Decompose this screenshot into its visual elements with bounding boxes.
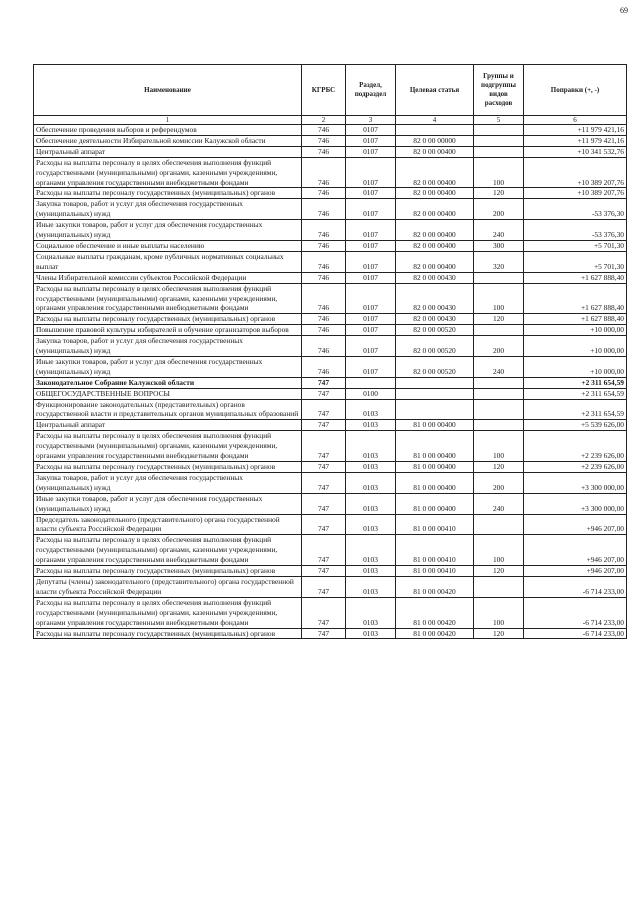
column-number: 1 [34, 116, 302, 125]
row-section: 0107 [346, 272, 396, 283]
table-row [34, 388, 627, 399]
row-name: Закупка товаров, работ и услуг для обеспечения государственных (муниципальных) нужд [34, 336, 302, 357]
row-amount: +2 239 626,00 [524, 462, 627, 473]
row-group [474, 125, 524, 136]
row-amount: +10 341 532,76 [524, 146, 627, 157]
row-kgrbs: 746 [302, 188, 346, 199]
column-number: 6 [524, 116, 627, 125]
row-group [474, 377, 524, 388]
row-section: 0100 [346, 388, 396, 399]
row-group: 300 [474, 240, 524, 251]
table-row [34, 283, 627, 314]
row-target [396, 399, 474, 420]
row-group: 200 [474, 336, 524, 357]
row-section: 0103 [346, 566, 396, 577]
row-section: 0107 [346, 251, 396, 272]
row-target [396, 377, 474, 388]
row-amount: +2 239 626,00 [524, 431, 627, 462]
row-section: 0103 [346, 472, 396, 493]
row-target: 81 0 00 00400 [396, 462, 474, 473]
row-kgrbs: 747 [302, 462, 346, 473]
table-header-row [34, 65, 627, 116]
row-section: 0107 [346, 356, 396, 377]
table-row [34, 576, 627, 597]
row-group [474, 135, 524, 146]
row-section: 0107 [346, 157, 396, 188]
header-kgrbs: КГРБС [302, 65, 346, 116]
row-group: 100 [474, 535, 524, 566]
row-kgrbs: 747 [302, 493, 346, 514]
row-amount: +5 701,30 [524, 251, 627, 272]
table-row [34, 240, 627, 251]
row-group: 240 [474, 220, 524, 241]
row-section: 0107 [346, 336, 396, 357]
row-kgrbs: 746 [302, 251, 346, 272]
row-name: Расходы на выплаты персоналу государственных (муниципальных) органов [34, 628, 302, 639]
table-row [34, 220, 627, 241]
row-section: 0107 [346, 125, 396, 136]
table-row [34, 420, 627, 431]
row-kgrbs: 747 [302, 576, 346, 597]
row-amount: +10 000,00 [524, 356, 627, 377]
row-name: Расходы на выплаты персоналу государственных (муниципальных) органов [34, 188, 302, 199]
row-kgrbs: 747 [302, 399, 346, 420]
row-amount: +11 979 421,16 [524, 135, 627, 146]
row-amount: +5 701,30 [524, 240, 627, 251]
row-target: 81 0 00 00410 [396, 566, 474, 577]
row-name: Расходы на выплаты персоналу в целях обеспечения выполнения функций государственными (муниципальными) органами, казенными учреждениями, органами управления государственными внебюджетными фондами [34, 157, 302, 188]
row-name: Члены Избирательной комиссии субъектов Российской Федерации [34, 272, 302, 283]
row-kgrbs: 746 [302, 272, 346, 283]
row-section: 0103 [346, 431, 396, 462]
table-row [34, 325, 627, 336]
row-kgrbs: 746 [302, 356, 346, 377]
row-group [474, 272, 524, 283]
row-target: 81 0 00 00410 [396, 514, 474, 535]
row-name: Законодательное Собрание Калужской области [34, 377, 302, 388]
row-group: 120 [474, 462, 524, 473]
row-name: Социальные выплаты гражданам, кроме публичных нормативных социальных выплат [34, 251, 302, 272]
row-group [474, 420, 524, 431]
row-section: 0103 [346, 597, 396, 628]
column-number: 4 [396, 116, 474, 125]
row-amount: -6 714 233,00 [524, 597, 627, 628]
row-name: Расходы на выплаты персоналу в целях обеспечения выполнения функций государственными (муниципальными) органами, казенными учреждениями, органами управления государственными внебюджетными фондами [34, 535, 302, 566]
row-kgrbs: 747 [302, 628, 346, 639]
row-name: Социальное обеспечение и иные выплаты населению [34, 240, 302, 251]
table-row [34, 399, 627, 420]
row-amount: +1 627 888,40 [524, 314, 627, 325]
row-amount: +5 539 626,00 [524, 420, 627, 431]
row-kgrbs: 746 [302, 220, 346, 241]
table-row [34, 566, 627, 577]
row-kgrbs: 747 [302, 420, 346, 431]
row-name: Иные закупки товаров, работ и услуг для обеспечения государственных (муниципальных) нужд [34, 356, 302, 377]
row-name: ОБЩЕГОСУДАРСТВЕННЫЕ ВОПРОСЫ [34, 388, 302, 399]
row-kgrbs: 746 [302, 325, 346, 336]
row-group: 240 [474, 493, 524, 514]
row-kgrbs: 746 [302, 240, 346, 251]
row-section: 0103 [346, 493, 396, 514]
row-amount: +2 311 654,59 [524, 388, 627, 399]
row-target: 82 0 00 00400 [396, 188, 474, 199]
row-name: Иные закупки товаров, работ и услуг для обеспечения государственных (муниципальных) нужд [34, 220, 302, 241]
table-row [34, 431, 627, 462]
table-row [34, 628, 627, 639]
row-amount: +2 311 654,59 [524, 399, 627, 420]
row-kgrbs: 747 [302, 431, 346, 462]
table-row [34, 377, 627, 388]
row-name: Центральный аппарат [34, 146, 302, 157]
column-number: 2 [302, 116, 346, 125]
row-kgrbs: 747 [302, 472, 346, 493]
row-group: 120 [474, 628, 524, 639]
table-row [34, 336, 627, 357]
table-row [34, 535, 627, 566]
row-kgrbs: 747 [302, 388, 346, 399]
row-group [474, 514, 524, 535]
row-kgrbs: 746 [302, 146, 346, 157]
table-row [34, 251, 627, 272]
row-kgrbs: 746 [302, 283, 346, 314]
table-row [34, 199, 627, 220]
row-section: 0103 [346, 576, 396, 597]
row-amount: +946 207,00 [524, 514, 627, 535]
row-group: 120 [474, 188, 524, 199]
row-target: 82 0 00 00430 [396, 283, 474, 314]
row-amount: -53 376,30 [524, 199, 627, 220]
row-name: Обеспечение проведения выборов и референдумов [34, 125, 302, 136]
header-amendments: Поправки (+, -) [524, 65, 627, 116]
row-section: 0107 [346, 314, 396, 325]
page-number: 69 [620, 6, 628, 15]
row-target: 82 0 00 00520 [396, 336, 474, 357]
table-row [34, 146, 627, 157]
row-section: 0107 [346, 135, 396, 146]
table-row [34, 157, 627, 188]
row-amount: +1 627 888,40 [524, 272, 627, 283]
row-name: Расходы на выплаты персоналу в целях обеспечения выполнения функций государственными (муниципальными) органами, казенными учреждениями, органами управления государственными внебюджетными фондами [34, 431, 302, 462]
row-kgrbs: 747 [302, 597, 346, 628]
row-amount: +10 389 207,76 [524, 157, 627, 188]
row-amount: +946 207,00 [524, 566, 627, 577]
row-target [396, 388, 474, 399]
row-group [474, 388, 524, 399]
header-group: Группы и подгруппы видов расходов [474, 65, 524, 116]
row-amount: -6 714 233,00 [524, 576, 627, 597]
row-amount: +10 000,00 [524, 325, 627, 336]
row-target: 81 0 00 00400 [396, 420, 474, 431]
row-group: 320 [474, 251, 524, 272]
row-group: 240 [474, 356, 524, 377]
table-row [34, 597, 627, 628]
row-name: Председатель законодательного (представительного) органа государственной власти субъекта Российской Федерации [34, 514, 302, 535]
row-amount: +10 000,00 [524, 336, 627, 357]
table-row [34, 135, 627, 146]
row-group: 200 [474, 472, 524, 493]
header-name: Наименование [34, 65, 302, 116]
row-name: Закупка товаров, работ и услуг для обеспечения государственных (муниципальных) нужд [34, 472, 302, 493]
row-target: 82 0 00 00000 [396, 135, 474, 146]
row-kgrbs: 746 [302, 314, 346, 325]
column-number: 3 [346, 116, 396, 125]
row-section: 0103 [346, 514, 396, 535]
row-amount: +10 389 207,76 [524, 188, 627, 199]
row-section: 0103 [346, 535, 396, 566]
row-section [346, 377, 396, 388]
column-number: 5 [474, 116, 524, 125]
row-section: 0107 [346, 220, 396, 241]
budget-table [33, 64, 627, 639]
row-name: Центральный аппарат [34, 420, 302, 431]
row-target: 82 0 00 00400 [396, 199, 474, 220]
row-kgrbs: 747 [302, 535, 346, 566]
row-kgrbs: 747 [302, 566, 346, 577]
row-kgrbs: 746 [302, 336, 346, 357]
row-kgrbs: 747 [302, 377, 346, 388]
table-row [34, 514, 627, 535]
row-section: 0107 [346, 283, 396, 314]
row-kgrbs: 747 [302, 514, 346, 535]
row-group: 100 [474, 157, 524, 188]
row-group: 200 [474, 199, 524, 220]
row-kgrbs: 746 [302, 135, 346, 146]
row-section: 0103 [346, 420, 396, 431]
row-section: 0107 [346, 199, 396, 220]
header-target: Целевая статья [396, 65, 474, 116]
table-row [34, 188, 627, 199]
table-row [34, 125, 627, 136]
row-name: Расходы на выплаты персоналу в целях обеспечения выполнения функций государственными (муниципальными) органами, казенными учреждениями, органами управления государственными внебюджетными фондами [34, 597, 302, 628]
row-amount: +3 300 000,00 [524, 472, 627, 493]
row-name: Расходы на выплаты персоналу государственных (муниципальных) органов [34, 566, 302, 577]
row-target: 82 0 00 00430 [396, 272, 474, 283]
row-kgrbs: 746 [302, 125, 346, 136]
row-kgrbs: 746 [302, 199, 346, 220]
row-amount: +1 627 888,40 [524, 283, 627, 314]
row-target: 82 0 00 00430 [396, 314, 474, 325]
table-row [34, 493, 627, 514]
row-amount: -53 376,30 [524, 220, 627, 241]
row-target: 81 0 00 00400 [396, 472, 474, 493]
row-group: 100 [474, 283, 524, 314]
row-name: Депутаты (члены) законодательного (представительного) органа государственной власти субъекта Российской Федерации [34, 576, 302, 597]
row-target: 81 0 00 00420 [396, 597, 474, 628]
row-name: Иные закупки товаров, работ и услуг для обеспечения государственных (муниципальных) нужд [34, 493, 302, 514]
table-row [34, 356, 627, 377]
row-target: 81 0 00 00410 [396, 535, 474, 566]
row-amount: +946 207,00 [524, 535, 627, 566]
table-row [34, 462, 627, 473]
row-amount: +2 311 654,59 [524, 377, 627, 388]
row-group [474, 399, 524, 420]
row-target: 81 0 00 00420 [396, 576, 474, 597]
row-name: Расходы на выплаты персоналу государственных (муниципальных) органов [34, 314, 302, 325]
row-group: 120 [474, 566, 524, 577]
row-name: Закупка товаров, работ и услуг для обеспечения государственных (муниципальных) нужд [34, 199, 302, 220]
row-group [474, 325, 524, 336]
row-amount: +11 979 421,16 [524, 125, 627, 136]
row-name: Расходы на выплаты персоналу в целях обеспечения выполнения функций государственными (муниципальными) органами, казенными учреждениями, органами управления государственными внебюджетными фондами [34, 283, 302, 314]
row-name: Обеспечение деятельности Избирательной комиссии Калужской области [34, 135, 302, 146]
row-target: 82 0 00 00400 [396, 220, 474, 241]
row-amount: +3 300 000,00 [524, 493, 627, 514]
row-section: 0107 [346, 240, 396, 251]
row-target: 82 0 00 00400 [396, 240, 474, 251]
row-section: 0107 [346, 325, 396, 336]
row-name: Расходы на выплаты персоналу государственных (муниципальных) органов [34, 462, 302, 473]
table-row [34, 314, 627, 325]
row-group: 100 [474, 431, 524, 462]
header-section: Раздел, подраздел [346, 65, 396, 116]
row-section: 0107 [346, 188, 396, 199]
row-name: Функционирование законодательных (представительных) органов государственной власти и представительных органов муниципальных образований [34, 399, 302, 420]
table-row [34, 472, 627, 493]
row-target: 81 0 00 00400 [396, 431, 474, 462]
row-target: 82 0 00 00400 [396, 146, 474, 157]
row-group [474, 146, 524, 157]
row-amount: -6 714 233,00 [524, 628, 627, 639]
row-target: 81 0 00 00420 [396, 628, 474, 639]
row-name: Повышение правовой культуры избирателей и обучение организаторов выборов [34, 325, 302, 336]
column-number-row [34, 116, 627, 125]
row-target: 82 0 00 00520 [396, 325, 474, 336]
row-section: 0103 [346, 399, 396, 420]
table-row [34, 272, 627, 283]
row-kgrbs: 746 [302, 157, 346, 188]
row-group: 100 [474, 597, 524, 628]
row-group: 120 [474, 314, 524, 325]
row-group [474, 576, 524, 597]
row-target [396, 125, 474, 136]
row-section: 0103 [346, 462, 396, 473]
row-target: 82 0 00 00520 [396, 356, 474, 377]
row-target: 82 0 00 00400 [396, 251, 474, 272]
row-target: 81 0 00 00400 [396, 493, 474, 514]
row-section: 0107 [346, 146, 396, 157]
row-target: 82 0 00 00400 [396, 157, 474, 188]
row-section: 0103 [346, 628, 396, 639]
